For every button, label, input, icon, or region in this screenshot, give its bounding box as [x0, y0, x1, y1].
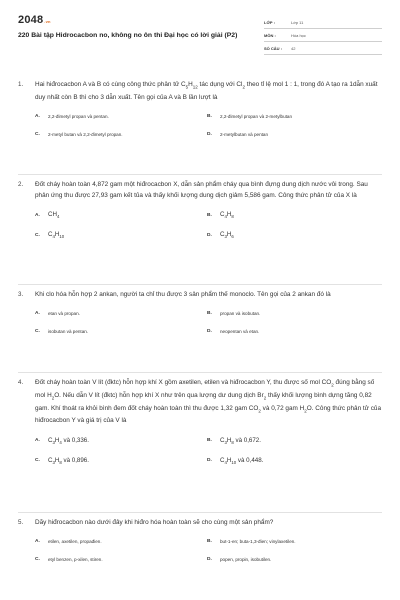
meta-key: LỚP :	[264, 19, 275, 25]
site-logo[interactable]	[18, 14, 250, 26]
option-d[interactable]	[207, 225, 379, 245]
option-letter: D.	[207, 557, 212, 562]
option-text: 2,2-đimetyl propan và pentan.	[48, 113, 109, 119]
option-list	[35, 107, 382, 143]
option-letter: B.	[207, 311, 212, 316]
question-head	[18, 378, 382, 427]
question-number: 1.	[18, 81, 24, 88]
option-letter: A.	[35, 539, 40, 544]
option-letter: B.	[207, 113, 212, 119]
option-c[interactable]	[35, 451, 207, 471]
question-divider	[18, 512, 382, 513]
document-title: 220 Bài tập Hidrocacbon no, không no ôn thi Đại học có lời giải (P2)	[18, 32, 238, 39]
question-text: Dãy hiđrocacbon nào dưới đây khi hiđro hóa hoàn toàn sẽ cho cùng một sản phẩm?	[35, 519, 274, 526]
question-3	[18, 290, 382, 341]
question-head	[18, 290, 382, 301]
option-letter: C.	[35, 329, 40, 334]
option-c[interactable]	[35, 225, 207, 245]
option-c[interactable]	[35, 323, 207, 341]
option-list	[35, 431, 382, 471]
meta-row-subject	[264, 29, 382, 42]
option-d[interactable]	[207, 125, 379, 143]
option-letter: D.	[207, 329, 212, 334]
question-text: Khi clo hóa hỗn hợp 2 ankan, người ta chỉ thu được 3 sản phẩm thế monoclo. Tên gọi của 2 ankan đó là	[35, 291, 331, 298]
meta-value: Lớp 11	[291, 19, 304, 25]
option-letter: D.	[207, 131, 212, 137]
option-list	[35, 533, 382, 569]
option-b[interactable]	[207, 533, 379, 551]
question-divider	[18, 174, 382, 175]
question-number: 2.	[18, 181, 24, 188]
question-text: Hai hiđrocacbon A và B có cùng công thức phân tử $C_5H_{12}$ tác dụng với $Cl_2$ theo tỉ lệ mol 1 : 1, trong đó A tạo ra 1dẫn xuất duy nhất còn B thì cho 3 dẫn xuất. Tên gọi của A và B lần lượt là	[35, 81, 378, 101]
option-a[interactable]	[35, 305, 207, 323]
meta-key: MÔN :	[264, 32, 276, 38]
option-text: etilen, axetilen, propađien.	[48, 539, 102, 544]
option-text: $C_3H_6$	[220, 230, 234, 240]
option-text: $C_4H_{10}$ và 0,448.	[220, 456, 264, 465]
option-text: 2-metylbutan và pentan	[220, 131, 269, 137]
question-5	[18, 518, 382, 569]
option-d[interactable]	[207, 451, 379, 471]
option-text: $C_3H_8$ và 0,896.	[48, 456, 89, 465]
option-a[interactable]	[35, 533, 207, 551]
option-letter: C.	[35, 232, 40, 238]
meta-row-count	[264, 42, 382, 55]
question-1	[18, 80, 382, 143]
option-text: $CH_4$	[48, 210, 60, 220]
option-text: 2,2-đimetyl propan và 2-metylbutan	[220, 113, 293, 119]
option-text: popen, propin, isobutilen.	[220, 557, 272, 562]
question-text: Đốt cháy hoàn toàn V lít (đktc) hỗn hợp khí X gồm axetilen, etilen và hiđrocacbon Y, thu được số mol $CO_2$ đúng bằng số mol $H_2O$. Nếu dẫn V lít (đktc) hỗn hợp khí X như trên qua lượng dư dung dịch $Br_2$ thấy khối lượng bình dựng tăng 0,82 gam. Khí thoát ra khỏi bình đem đốt cháy hoàn toàn thì thu được 1,32 gam $CO_2$ và 0,72 gam $H_2O$. Công thức phân tử của hiđrocacbon Y và giá trị của V là	[35, 379, 382, 425]
option-b[interactable]	[207, 205, 379, 225]
logo-sub: .vn	[44, 19, 51, 24]
question-number: 3.	[18, 291, 24, 298]
question-head	[18, 518, 382, 529]
question-text: Đốt cháy hoàn toàn 4,872 gam một hiđrocacbon X, dẫn sản phẩm cháy qua bình đựng dung dịch nước vôi trong. Sau phản ứng thu được 27,93 gam kết tủa và thấy khối lượng dung dịch giảm 5,586 gam. Công thức phân tử của X là	[35, 181, 368, 199]
meta-value: Hóa học	[291, 32, 306, 38]
question-number: 5.	[18, 519, 24, 526]
document-header	[18, 14, 382, 76]
question-head	[18, 180, 382, 201]
option-letter: A.	[35, 113, 40, 119]
option-c[interactable]	[35, 125, 207, 143]
option-text: etyl benzen, p-xilen, stiren.	[48, 557, 103, 562]
meta-row-class	[264, 16, 382, 29]
option-d[interactable]	[207, 323, 379, 341]
option-c[interactable]	[35, 551, 207, 569]
option-letter: B.	[207, 212, 212, 218]
option-text: 2-metyl butan và 2,2-đimetyl propan.	[48, 131, 123, 137]
option-text: $C_4H_{10}$	[48, 230, 65, 240]
question-4	[18, 378, 382, 471]
option-text: etan và propan.	[48, 311, 80, 316]
header-left	[18, 14, 250, 76]
option-d[interactable]	[207, 551, 379, 569]
question-divider	[18, 372, 382, 373]
option-text: propan và isobutan.	[220, 311, 261, 316]
option-b[interactable]	[207, 431, 379, 451]
meta-value: 42	[291, 45, 296, 51]
option-letter: B.	[207, 438, 212, 444]
option-b[interactable]	[207, 107, 379, 125]
option-list	[35, 205, 382, 245]
question-divider	[18, 284, 382, 285]
logo-main: 2048	[18, 14, 44, 26]
option-letter: A.	[35, 311, 40, 316]
option-letter: C.	[35, 557, 40, 562]
option-letter: D.	[207, 232, 212, 238]
option-letter: C.	[35, 131, 40, 137]
option-a[interactable]	[35, 107, 207, 125]
option-text: isobutan và pentan.	[48, 329, 89, 334]
option-letter: D.	[207, 458, 212, 464]
option-letter: A.	[35, 212, 40, 218]
option-letter: A.	[35, 438, 40, 444]
question-head	[18, 80, 382, 103]
option-text: neopentan và etan.	[220, 329, 260, 334]
option-text: but-1-en; buta-1,3-đien; vinylaxetilen.	[220, 539, 296, 544]
question-number: 4.	[18, 379, 24, 386]
option-letter: B.	[207, 539, 212, 544]
option-a[interactable]	[35, 205, 207, 225]
option-text: $C_4H_8$	[220, 210, 234, 220]
option-text: $C_3H_8$ và 0,672.	[220, 436, 261, 445]
question-2	[18, 180, 382, 245]
option-list	[35, 305, 382, 341]
option-a[interactable]	[35, 431, 207, 451]
meta-box	[264, 16, 382, 76]
meta-key: SỐ CÂU :	[264, 45, 282, 51]
option-b[interactable]	[207, 305, 379, 323]
option-text: $C_3H_4$ và 0,336.	[48, 436, 89, 445]
option-letter: C.	[35, 458, 40, 464]
